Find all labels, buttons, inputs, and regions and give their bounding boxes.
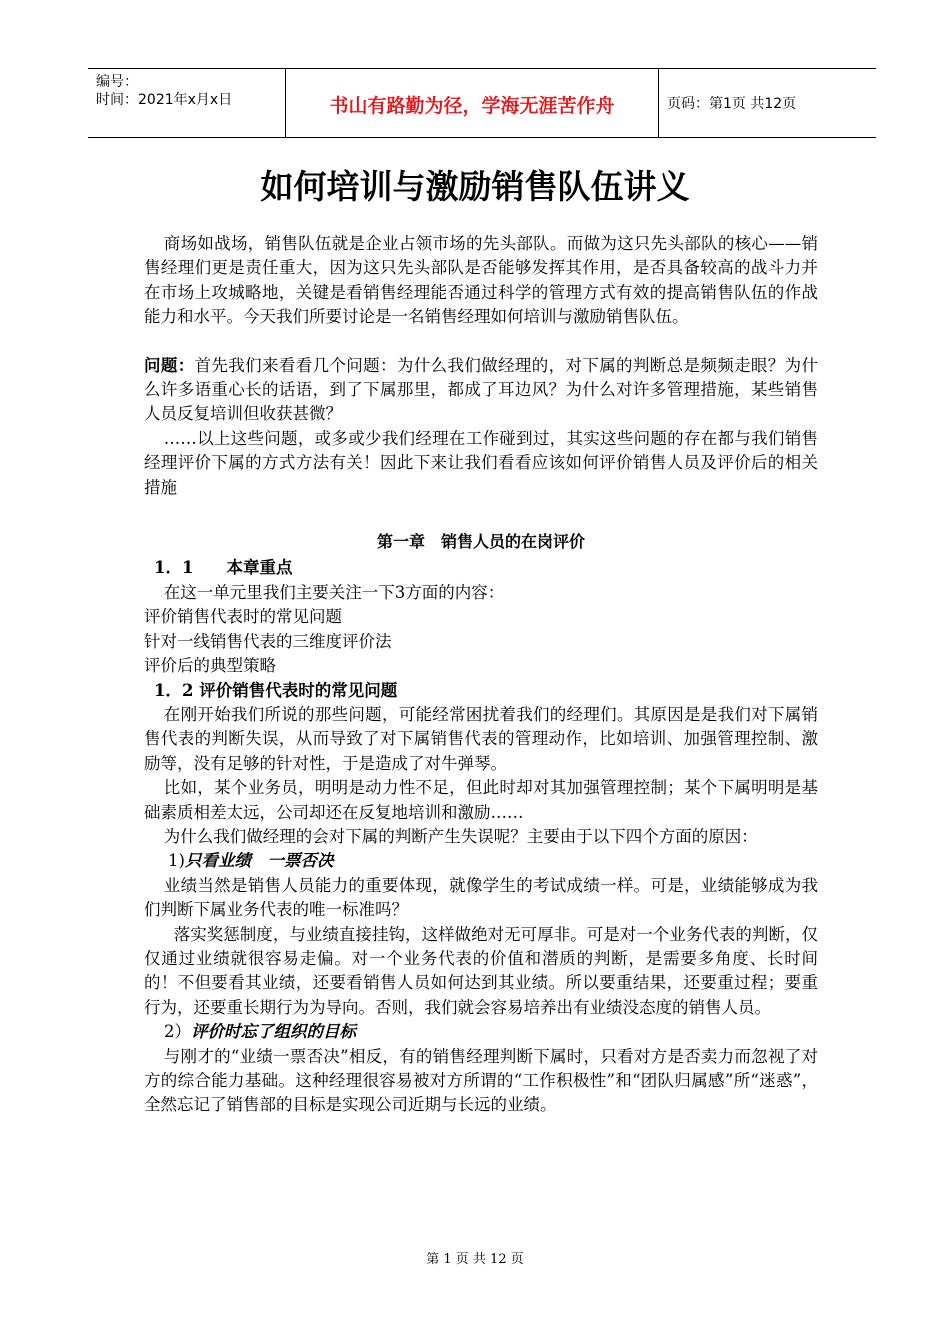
section-1-1-intro: 在这一单元里我们主要关注一下3方面的内容： bbox=[163, 582, 505, 602]
body-paragraph: 与刚才的“业绩一票否决”相反，有的销售经理判断下属时，只看对方是否卖力而忽视了对方的综合能力基础。这种经理很容易被对方所谓的“工作积极性”和“团队归属感”所“迷惑”，全然忘记了销售部的目标是实现公司近期与长远的业绩。 bbox=[144, 1046, 818, 1115]
item-1-number: 1) bbox=[168, 851, 185, 871]
body-paragraph: 在刚开始我们所说的那些问题，可能经常困扰着我们的经理们。其原因是是我们对下属销售代表的判断失误，从而导致了对下属销售代表的管理动作，比如培训、加强管理控制、激励等，没有足够的针对性，于是造成了对牛弹琴。 bbox=[144, 704, 818, 773]
body-paragraph: 为什么我们做经理的会对下属的判断产生失误呢？主要由于以下四个方面的原因： bbox=[163, 826, 758, 846]
item-2-number: 2） bbox=[164, 1022, 191, 1042]
time-label: 时间：2021年x月x日 bbox=[96, 92, 233, 108]
list-item: 针对一线销售代表的三维度评价法 bbox=[144, 631, 392, 651]
list-item: 评价后的典型策略 bbox=[144, 656, 276, 676]
chapter-title: 第一章 销售人员的在岗评价 bbox=[376, 532, 585, 552]
item-1-title: 只看业绩 一票否决 bbox=[184, 851, 334, 871]
document-title: 如何培训与激励销售队伍讲义 bbox=[260, 167, 690, 206]
question-paragraph bbox=[144, 354, 818, 427]
header-table bbox=[88, 68, 876, 138]
page-footer: 第 1 页 共 12 页 bbox=[426, 1252, 524, 1267]
question-text: 首先我们来看看几个问题：为什么我们做经理的，对下属的判断总是频频走眼？为什么许多语重心长的话语，到了下属那里，都成了耳边风？为什么对许多管理措施，某些销售人员反复培训但收获甚微？ bbox=[144, 355, 819, 424]
body-paragraph: 业绩当然是销售人员能力的重要体现，就像学生的考试成绩一样。可是，业绩能够成为我们判断下属业务代表的唯一标准吗？ bbox=[144, 875, 818, 920]
body-paragraph: 比如，某个业务员，明明是动力性不足，但此时却对其加强管理控制；某个下属明明是基础素质相差太远，公司却还在反复地培训和激励…… bbox=[144, 778, 818, 822]
item-2-heading bbox=[144, 1020, 818, 1044]
intro-paragraph: 商场如战场，销售队伍就是企业占领市场的先头部队。而做为这只先头部队的核心——销售经理们更是责任重大，因为这只先头部队是否能够发挥其作用，是否具备较高的战斗力并在市场上攻城略地，关键是看销售经理能否通过科学的管理方式有效的提高销售队伍的作战能力和水平。今天我们所要讨论是一名销售经理如何培训与激励销售队伍。 bbox=[144, 234, 818, 327]
header-motto-cell bbox=[286, 69, 659, 137]
motto: 书山有路勤为径，学海无涯苦作舟 bbox=[329, 95, 615, 117]
header-page-cell bbox=[659, 69, 876, 137]
document-body bbox=[144, 232, 818, 1118]
question-follow-paragraph: ……以上这些问题，或多或少我们经理在工作碰到过，其实这些问题的存在都与我们销售经理评价下属的方式方法有关！因此下来让我们看看应该如何评价销售人员及评价后的相关措施 bbox=[144, 428, 818, 497]
item-1-heading bbox=[144, 849, 818, 873]
header-meta-cell bbox=[88, 69, 286, 137]
number-label: 编号： bbox=[96, 74, 138, 90]
body-paragraph: 落实奖惩制度，与业绩直接挂钩，这样做绝对无可厚非。可是对一个业务代表的判断，仅仅通过业绩就很容易走偏。对一个业务代表的价值和潜质的判断，是需要多角度、长时间的！不但要看其业绩，还要看销售人员如何达到其业绩。所以要重结果，还要重过程；要重行为，还要重长期行为为导向。否则，我们就会容易培养出有业绩没态度的销售人员。 bbox=[144, 924, 818, 1017]
question-label: 问题： bbox=[144, 355, 195, 375]
section-1-2-heading: 1．2 评价销售代表时的常见问题 bbox=[154, 680, 398, 700]
section-1-1-heading: 1．1 本章重点 bbox=[154, 558, 293, 578]
list-item: 评价销售代表时的常见问题 bbox=[144, 607, 342, 627]
item-2-title: 评价时忘了组织的目标 bbox=[191, 1022, 356, 1042]
page-info: 页码：第1页 共12页 bbox=[667, 96, 797, 112]
